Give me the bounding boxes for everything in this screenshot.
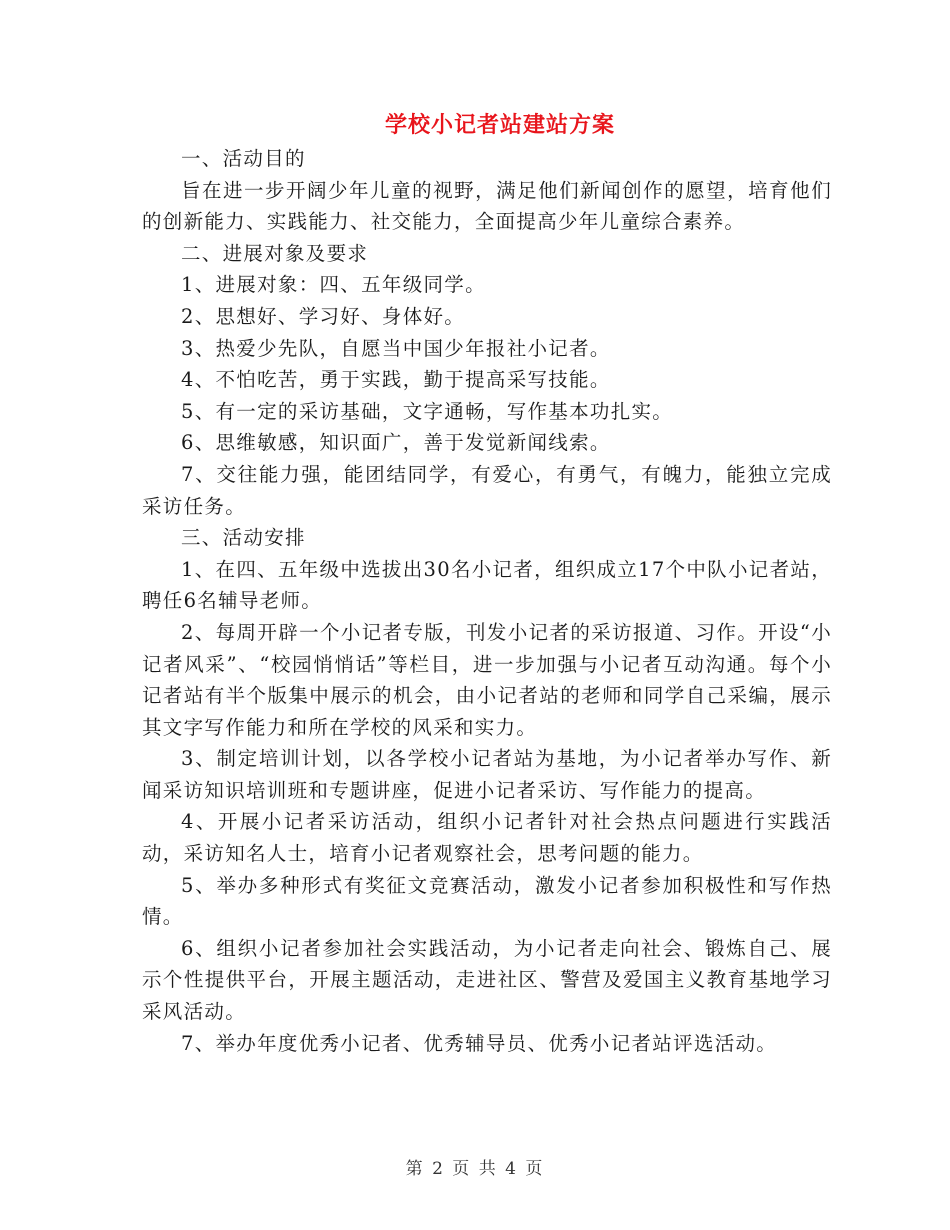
paragraph-purpose: 旨在进一步开阔少年儿童的视野，满足他们新闻创作的愿望，培育他们的创新能力、实践能力、社交能力，全面提高少年儿童综合素养。 xyxy=(142,178,832,234)
requirement-item: 4、不怕吃苦，勇于实践，勤于提高采写技能。 xyxy=(181,368,611,392)
arrangement-item: 3、制定培训计划，以各学校小记者站为基地，为小记者举办写作、新闻采访知识培训班和专题讲座，促进小记者采访、写作能力的提高。 xyxy=(142,747,832,802)
document-title: 学校小记者站建站方案 xyxy=(384,112,615,138)
requirement-item: 5、有一定的采访基础，文字通畅，写作基本功扎实。 xyxy=(181,399,674,423)
requirement-item: 1、进展对象：四、五年级同学。 xyxy=(181,273,486,297)
section-heading-targets: 二、进展对象及要求 xyxy=(181,241,369,265)
arrangement-item: 7、举办年度优秀小记者、优秀辅导员、优秀小记者站评选活动。 xyxy=(181,1031,778,1055)
arrangement-item: 2、每周开辟一个小记者专版，刊发小记者的采访报道、习作。开设“小记者风采”、“校园悄悄话”等栏目，进一步加强与小记者互动沟通。每个小记者站有半个版集中展示的机会，由小记者站的老师和同学自己采编，展示其文字写作能力和所在学校的风采和实力。 xyxy=(142,620,832,739)
section-heading-arrangement: 三、活动安排 xyxy=(181,526,306,550)
document-body xyxy=(142,143,832,1059)
requirement-item: 7、交往能力强，能团结同学，有爱心，有勇气，有魄力，能独立完成采访任务。 xyxy=(142,462,832,518)
arrangement-item: 6、组织小记者参加社会实践活动，为小记者走向社会、锻炼自己、展示个性提供平台，开展主题活动，走进社区、警营及爱国主义教育基地学习采风活动。 xyxy=(142,936,832,1024)
requirement-item: 6、思维敏感，知识面广，善于发觉新闻线索。 xyxy=(181,431,611,455)
page-number-footer: 第 2 页 共 4 页 xyxy=(405,1159,545,1179)
arrangement-item: 1、在四、五年级中选拔出30名小记者，组织成立17个中队小记者站，聘任6名辅导老师。 xyxy=(142,557,832,613)
requirement-item: 2、思想好、学习好、身体好。 xyxy=(181,304,466,328)
section-heading-purpose: 一、活动目的 xyxy=(181,147,306,170)
arrangement-item: 4、开展小记者采访活动，组织小记者针对社会热点问题进行实践活动，采访知名人士，培育小记者观察社会，思考问题的能力。 xyxy=(142,810,832,866)
requirement-item: 3、热爱少先队，自愿当中国少年报社小记者。 xyxy=(181,336,611,360)
arrangement-item: 5、举办多种形式有奖征文竞赛活动，激发小记者参加积极性和写作热情。 xyxy=(142,873,832,929)
